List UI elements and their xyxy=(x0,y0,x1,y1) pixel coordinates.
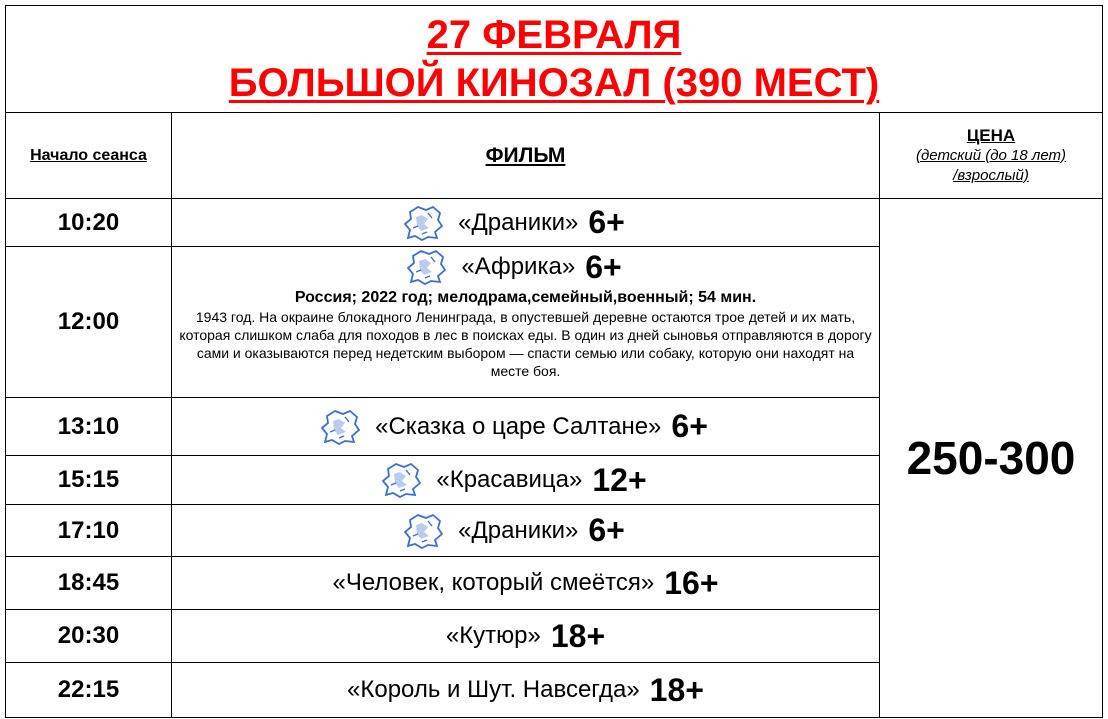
border-right xyxy=(1102,5,1103,718)
session-time: 12:00 xyxy=(57,308,120,335)
date-title: 27 ФЕВРАЛЯ xyxy=(426,13,682,57)
time-cell xyxy=(6,456,171,504)
time-cell xyxy=(6,398,171,455)
time-cell xyxy=(6,557,171,609)
belarus-map-logo-icon xyxy=(402,512,446,550)
film-line xyxy=(402,512,625,550)
age-rating: 16+ xyxy=(664,564,719,601)
header-time-label: Начало сеанса xyxy=(30,146,147,164)
header-price-sub1: (детский (до 18 лет) xyxy=(916,146,1066,164)
film-line xyxy=(380,461,646,499)
film-cell xyxy=(172,663,879,717)
session-time: 10:20 xyxy=(57,208,120,236)
session-time: 15:15 xyxy=(57,466,120,493)
belarus-map-logo-icon xyxy=(405,248,449,286)
session-time: 20:30 xyxy=(57,622,120,649)
age-rating: 6+ xyxy=(671,408,708,444)
film-title: «Кутюр» xyxy=(445,622,541,649)
film-line xyxy=(405,248,621,286)
film-cell xyxy=(172,505,879,556)
film-title: «Сказка о царе Салтане» xyxy=(375,412,662,440)
film-description: 1943 год. На окраине блокадного Ленинграда, в опустевшей деревне остаются трое детей и их мать, которая слишком слаба для походов в лес в поисках еды. В один из дней сыновья отправляются в дорогу сами и оказываются перед недетским выбором — спасти семью или собаку, которую они находят на месте боя. xyxy=(179,309,872,379)
header-price-label: ЦЕНА xyxy=(966,125,1016,145)
header-time xyxy=(6,113,171,198)
session-time: 22:15 xyxy=(57,676,120,703)
film-title: «Красавица» xyxy=(436,466,583,493)
header-price-sub2: /взрослый) xyxy=(953,166,1029,184)
session-time: 18:45 xyxy=(57,569,120,596)
age-rating: 6+ xyxy=(585,248,622,285)
film-meta: Россия; 2022 год; мелодрама,семейный,военный; 54 мин. xyxy=(294,289,757,306)
film-line xyxy=(402,204,625,242)
age-rating: 18+ xyxy=(550,617,606,654)
time-cell xyxy=(6,505,171,556)
film-line xyxy=(347,672,704,709)
time-cell xyxy=(6,663,171,717)
header-price xyxy=(880,113,1102,198)
film-cell xyxy=(172,247,879,397)
price-value: 250-300 xyxy=(906,432,1076,484)
border-bottom xyxy=(5,717,1103,718)
film-cell xyxy=(172,557,879,609)
time-cell xyxy=(6,610,171,662)
price-cell xyxy=(880,199,1102,717)
film-cell xyxy=(172,199,879,246)
age-rating: 6+ xyxy=(588,204,625,240)
film-cell xyxy=(172,456,879,504)
session-time: 17:10 xyxy=(57,516,120,544)
belarus-map-logo-icon xyxy=(402,204,446,242)
film-line xyxy=(332,565,718,602)
session-time: 13:10 xyxy=(57,412,120,440)
time-cell xyxy=(6,247,171,397)
film-line xyxy=(319,408,708,446)
film-title: «Король и Шут. Навсегда» xyxy=(347,676,640,703)
film-title: «Африка» xyxy=(461,253,576,280)
film-line xyxy=(446,618,605,655)
film-title: «Человек, который смеётся» xyxy=(332,569,655,596)
hall-title: БОЛЬШОЙ КИНОЗАЛ (390 МЕСТ) xyxy=(228,61,880,105)
film-cell xyxy=(172,398,879,455)
film-cell xyxy=(172,610,879,662)
age-rating: 18+ xyxy=(649,671,704,708)
header-film-label: ФИЛЬМ xyxy=(485,143,566,167)
time-cell xyxy=(6,199,171,246)
age-rating: 6+ xyxy=(588,512,625,548)
film-title: «Драники» xyxy=(458,516,579,544)
age-rating: 12+ xyxy=(592,461,647,498)
title-block xyxy=(6,6,1102,112)
film-title: «Драники» xyxy=(458,208,579,236)
belarus-map-logo-icon xyxy=(380,461,424,499)
belarus-map-logo-icon xyxy=(319,408,363,446)
header-film xyxy=(172,113,879,198)
